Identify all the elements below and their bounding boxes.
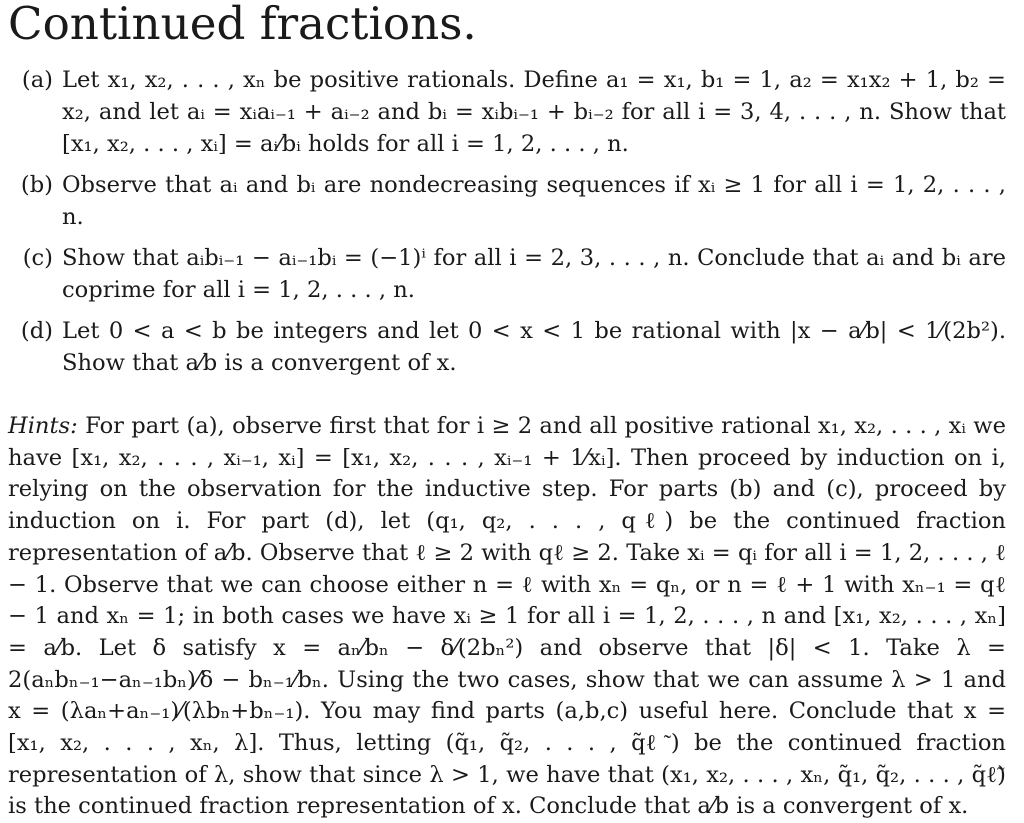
hints-paragraph: [8, 411, 1006, 823]
part-text: Let x₁, x₂, . . . , xₙ be positive rationals. Define a₁ = x₁, b₁ = 1, a₂ = x₁x₂ + 1, b₂ = x₂, and let aᵢ = xᵢaᵢ₋₁ + aᵢ₋₂ and bᵢ = xᵢbᵢ₋₁ + bᵢ₋₂ for all i = 3, 4, . . . , n. Show that [x₁, x₂, . . . , xᵢ] = aᵢ⁄bᵢ holds for all i = 1, 2, . . . , n.: [62, 67, 1006, 157]
part-label: (a): [21, 67, 53, 93]
hints-label: Hints:: [8, 413, 78, 439]
part-label: (d): [20, 318, 53, 344]
exercise-part-b: [8, 169, 1006, 233]
part-label: (c): [22, 245, 53, 271]
part-label: (b): [20, 172, 53, 198]
exercise-parts-list: [8, 64, 1006, 379]
hints-text: For part (a), observe first that for i ≥ 2 and all positive rational x₁, x₂, . . . , xᵢ we have [x₁, x₂, . . . , xᵢ₋₁, xᵢ] = [x₁, x₂, . . . , xᵢ₋₁ + 1⁄xᵢ]. Then proceed by induction on i, relying on the observation for the inductive step. For parts (b) and (c), proceed by induction on i. For part (d), let (q₁, q₂, . . . , qℓ) be the continued fraction representation of a⁄b. Observe that ℓ ≥ 2 with qℓ ≥ 2. Take xᵢ = qᵢ for all i = 1, 2, . . . , ℓ − 1. Observe that we can choose either n = ℓ with xₙ = qₙ, or n = ℓ + 1 with xₙ₋₁ = qℓ − 1 and xₙ = 1; in both cases we have xᵢ ≥ 1 for all i = 1, 2, . . . , n and [x₁, x₂, . . . , xₙ] = a⁄b. Let δ satisfy x = aₙ⁄bₙ − δ⁄(2bₙ²) and observe that |δ| < 1. Take λ = 2(aₙbₙ₋₁−aₙ₋₁bₙ)⁄δ − bₙ₋₁⁄bₙ. Using the two cases, show that we can assume λ > 1 and x = (λaₙ+aₙ₋₁)⁄(λbₙ+bₙ₋₁). You may find parts (a,b,c) useful here. Conclude that x = [x₁, x₂, . . . , xₙ, λ]. Thus, letting (q̃₁, q̃₂, . . . , q̃ℓ̃) be the continued fraction representation of λ, show that since λ > 1, we have that (x₁, x₂, . . . , xₙ, q̃₁, q̃₂, . . . , q̃ℓ̃) is the continued fraction representation of x. Conclude that a⁄b is a convergent of x.: [8, 413, 1006, 820]
exercise-part-d: [8, 315, 1006, 379]
part-text: Let 0 < a < b be integers and let 0 < x < 1 be rational with |x − a⁄b| < 1⁄(2b²). Show that a⁄b is a convergent of x.: [62, 318, 1006, 376]
exercise-part-c: [8, 242, 1006, 306]
document-page: [8, 0, 1006, 823]
exercise-part-a: [8, 64, 1006, 160]
part-text: Show that aᵢbᵢ₋₁ − aᵢ₋₁bᵢ = (−1)ⁱ for all i = 2, 3, . . . , n. Conclude that aᵢ and bᵢ are coprime for all i = 1, 2, . . . , n.: [62, 245, 1006, 303]
part-text: Observe that aᵢ and bᵢ are nondecreasing sequences if xᵢ ≥ 1 for all i = 1, 2, . . . , n.: [62, 172, 1006, 230]
section-title: Continued fractions.: [8, 0, 477, 50]
